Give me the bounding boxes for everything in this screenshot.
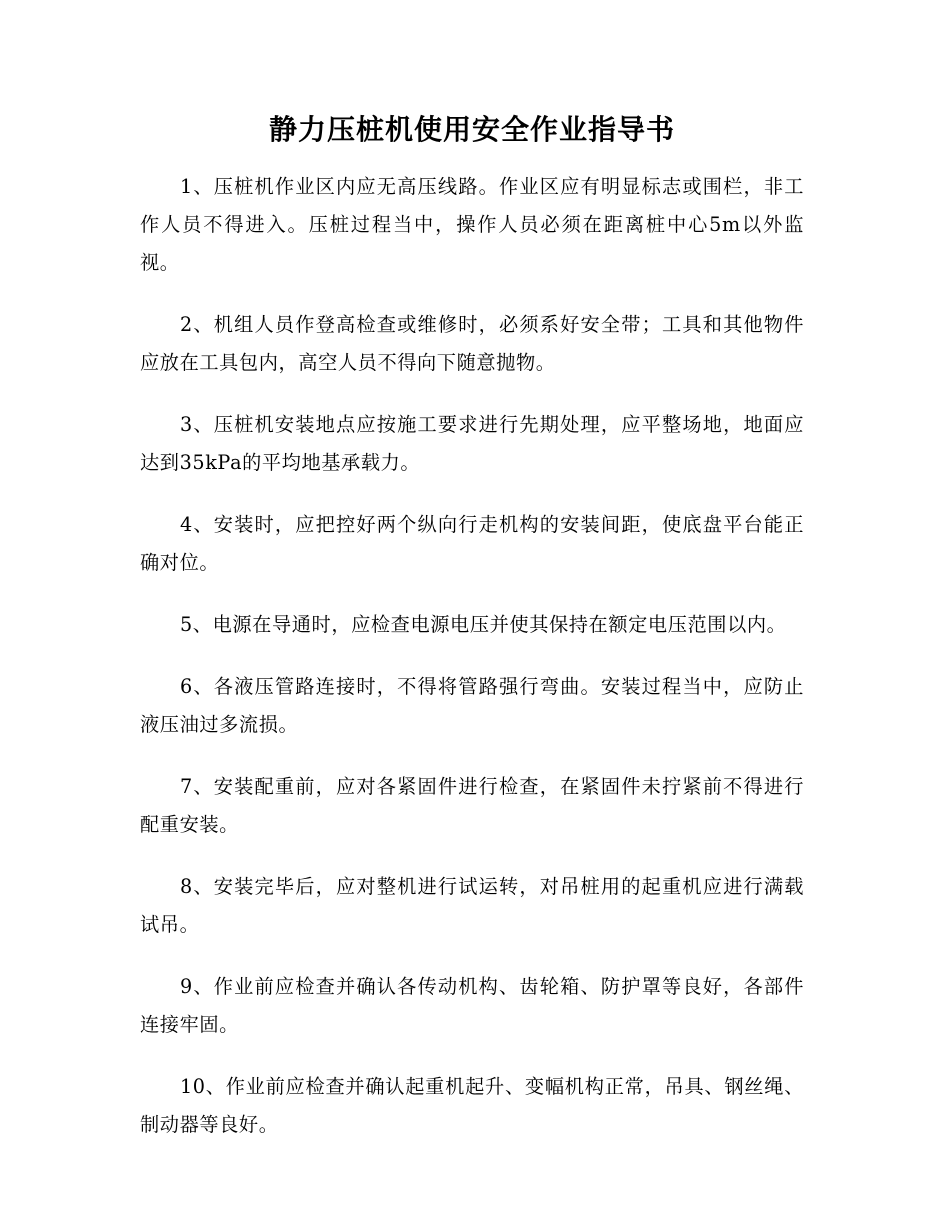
instruction-item-8: 8、安装完毕后，应对整机进行试运转，对吊桩用的起重机应进行满载试吊。 [140, 875, 804, 936]
instruction-item-3: 3、压桩机安装地点应按施工要求进行先期处理，应平整场地，地面应达到35kPa的平均地基承载力。 [140, 413, 804, 474]
instruction-item-4: 4、安装时，应把控好两个纵向行走机构的安装间距，使底盘平台能正确对位。 [140, 513, 804, 574]
instruction-item-9: 9、作业前应检查并确认各传动机构、齿轮箱、防护罩等良好，各部件连接牢固。 [140, 975, 804, 1036]
instruction-item-2: 2、机组人员作登高检查或维修时，必须系好安全带；工具和其他物件应放在工具包内，高空人员不得向下随意抛物。 [140, 313, 804, 374]
instruction-item-6: 6、各液压管路连接时，不得将管路强行弯曲。安装过程当中，应防止液压油过多流损。 [140, 675, 804, 736]
document-page [140, 110, 804, 1168]
instruction-item-10: 10、作业前应检查并确认起重机起升、变幅机构正常，吊具、钢丝绳、制动器等良好。 [140, 1075, 804, 1136]
instruction-item-5: 5、电源在导通时，应检查电源电压并使其保持在额定电压范围以内。 [180, 613, 787, 636]
instruction-item-7: 7、安装配重前，应对各紧固件进行检查，在紧固件未拧紧前不得进行配重安装。 [140, 775, 804, 836]
document-title: 静力压桩机使用安全作业指导书 [268, 113, 675, 146]
instruction-item-1: 1、压桩机作业区内应无高压线路。作业区应有明显标志或围栏，非工作人员不得进入。压桩过程当中，操作人员必须在距离桩中心5m以外监视。 [140, 175, 804, 274]
instruction-list [140, 168, 804, 1144]
